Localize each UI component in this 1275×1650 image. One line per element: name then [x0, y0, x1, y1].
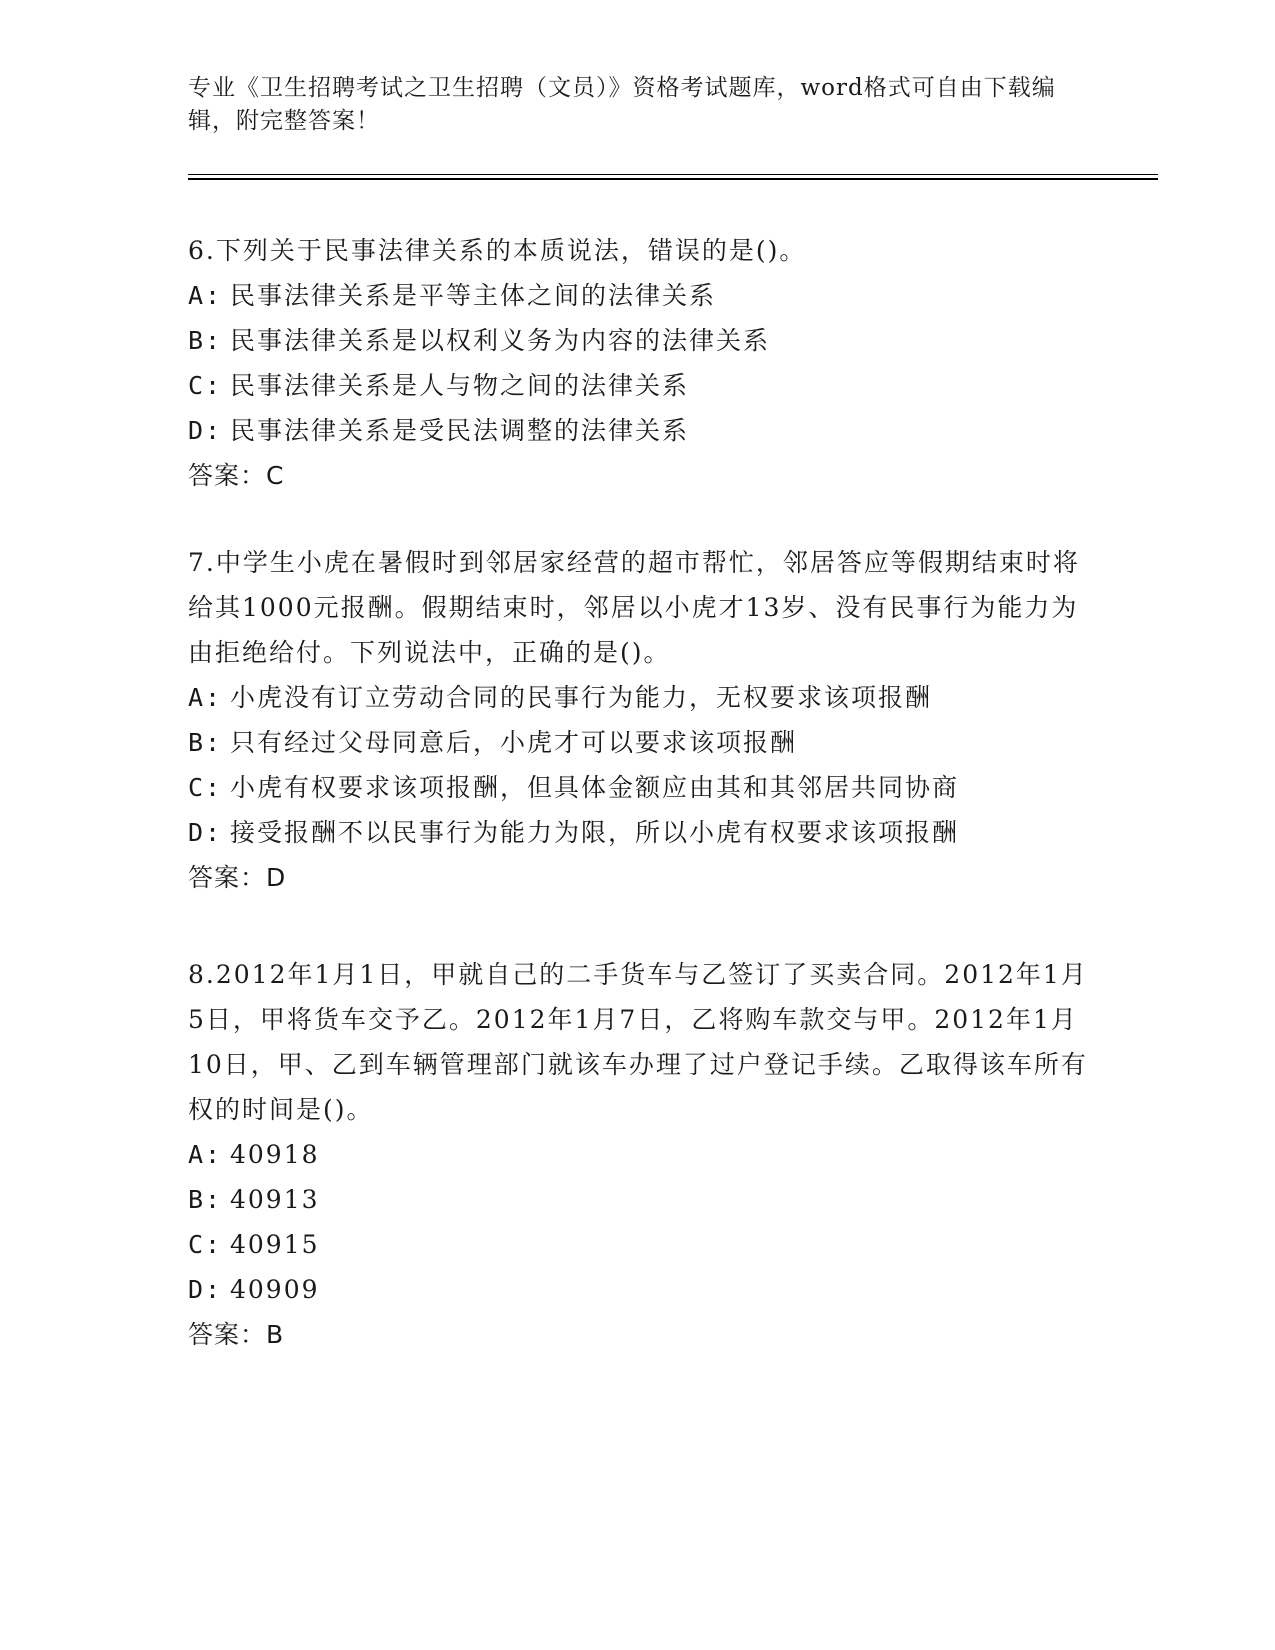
question-stem: 6.下列关于民事法律关系的本质说法，错误的是()。	[188, 236, 807, 265]
option-b	[188, 1177, 1088, 1222]
option-b	[188, 720, 1088, 765]
header-divider-bottom	[188, 178, 1158, 180]
question-stem: 7.中学生小虎在暑假时到邻居家经营的超市帮忙，邻居答应等假期结束时将给其1000元报酬。假期结束时，邻居以小虎才13岁、没有民事行为能力为由拒绝给付。下列说法中，正确的是()。	[188, 548, 1080, 667]
option-a	[188, 1132, 1088, 1177]
option-letter: A:	[188, 683, 223, 712]
option-letter: D:	[188, 818, 223, 847]
option-text: 40913	[230, 1185, 320, 1214]
option-d	[188, 408, 1088, 453]
option-letter: C:	[188, 773, 223, 802]
option-text: 40915	[230, 1230, 320, 1259]
question-6	[188, 228, 1088, 498]
header-divider-top	[188, 174, 1158, 175]
option-text: 40909	[230, 1275, 320, 1304]
option-letter: C:	[188, 1230, 223, 1259]
option-text: 民事法律关系是平等主体之间的法律关系	[230, 281, 717, 310]
option-letter: B:	[188, 728, 223, 757]
option-text: 民事法律关系是以权利义务为内容的法律关系	[230, 326, 771, 355]
option-text: 小虎有权要求该项报酬，但具体金额应由其和其邻居共同协商	[230, 773, 960, 802]
option-letter: A:	[188, 1140, 223, 1169]
option-text: 接受报酬不以民事行为能力为限，所以小虎有权要求该项报酬	[230, 818, 960, 847]
option-letter: A:	[188, 281, 223, 310]
option-c	[188, 765, 1088, 810]
option-letter: D:	[188, 416, 223, 445]
option-text: 民事法律关系是受民法调整的法律关系	[230, 416, 690, 445]
answer: 答案：D	[188, 863, 287, 892]
option-letter: C:	[188, 371, 223, 400]
option-b	[188, 318, 1088, 363]
option-c	[188, 363, 1088, 408]
question-stem: 8.2012年1月1日，甲就自己的二手货车与乙签订了买卖合同。2012年1月5日，甲将货车交予乙。2012年1月7日，乙将购车款交与甲。2012年1月10日，甲、乙到车辆管理部门就该车办理了过户登记手续。乙取得该车所有权的时间是()。	[188, 960, 1088, 1124]
option-c	[188, 1222, 1088, 1267]
option-a	[188, 273, 1088, 318]
document-header: 专业《卫生招聘考试之卫生招聘（文员）》资格考试题库，word格式可自由下载编辑，附完整答案！	[188, 75, 1056, 134]
question-7	[188, 540, 1088, 900]
option-letter: B:	[188, 326, 223, 355]
answer: 答案：C	[188, 461, 285, 490]
option-text: 只有经过父母同意后，小虎才可以要求该项报酬	[230, 728, 798, 757]
option-d	[188, 1267, 1088, 1312]
question-8	[188, 952, 1088, 1357]
option-text: 40918	[230, 1140, 320, 1169]
option-letter: D:	[188, 1275, 223, 1304]
option-d	[188, 810, 1088, 855]
option-a	[188, 675, 1088, 720]
option-text: 小虎没有订立劳动合同的民事行为能力，无权要求该项报酬	[230, 683, 933, 712]
option-text: 民事法律关系是人与物之间的法律关系	[230, 371, 690, 400]
answer: 答案：B	[188, 1320, 285, 1349]
option-letter: B:	[188, 1185, 223, 1214]
